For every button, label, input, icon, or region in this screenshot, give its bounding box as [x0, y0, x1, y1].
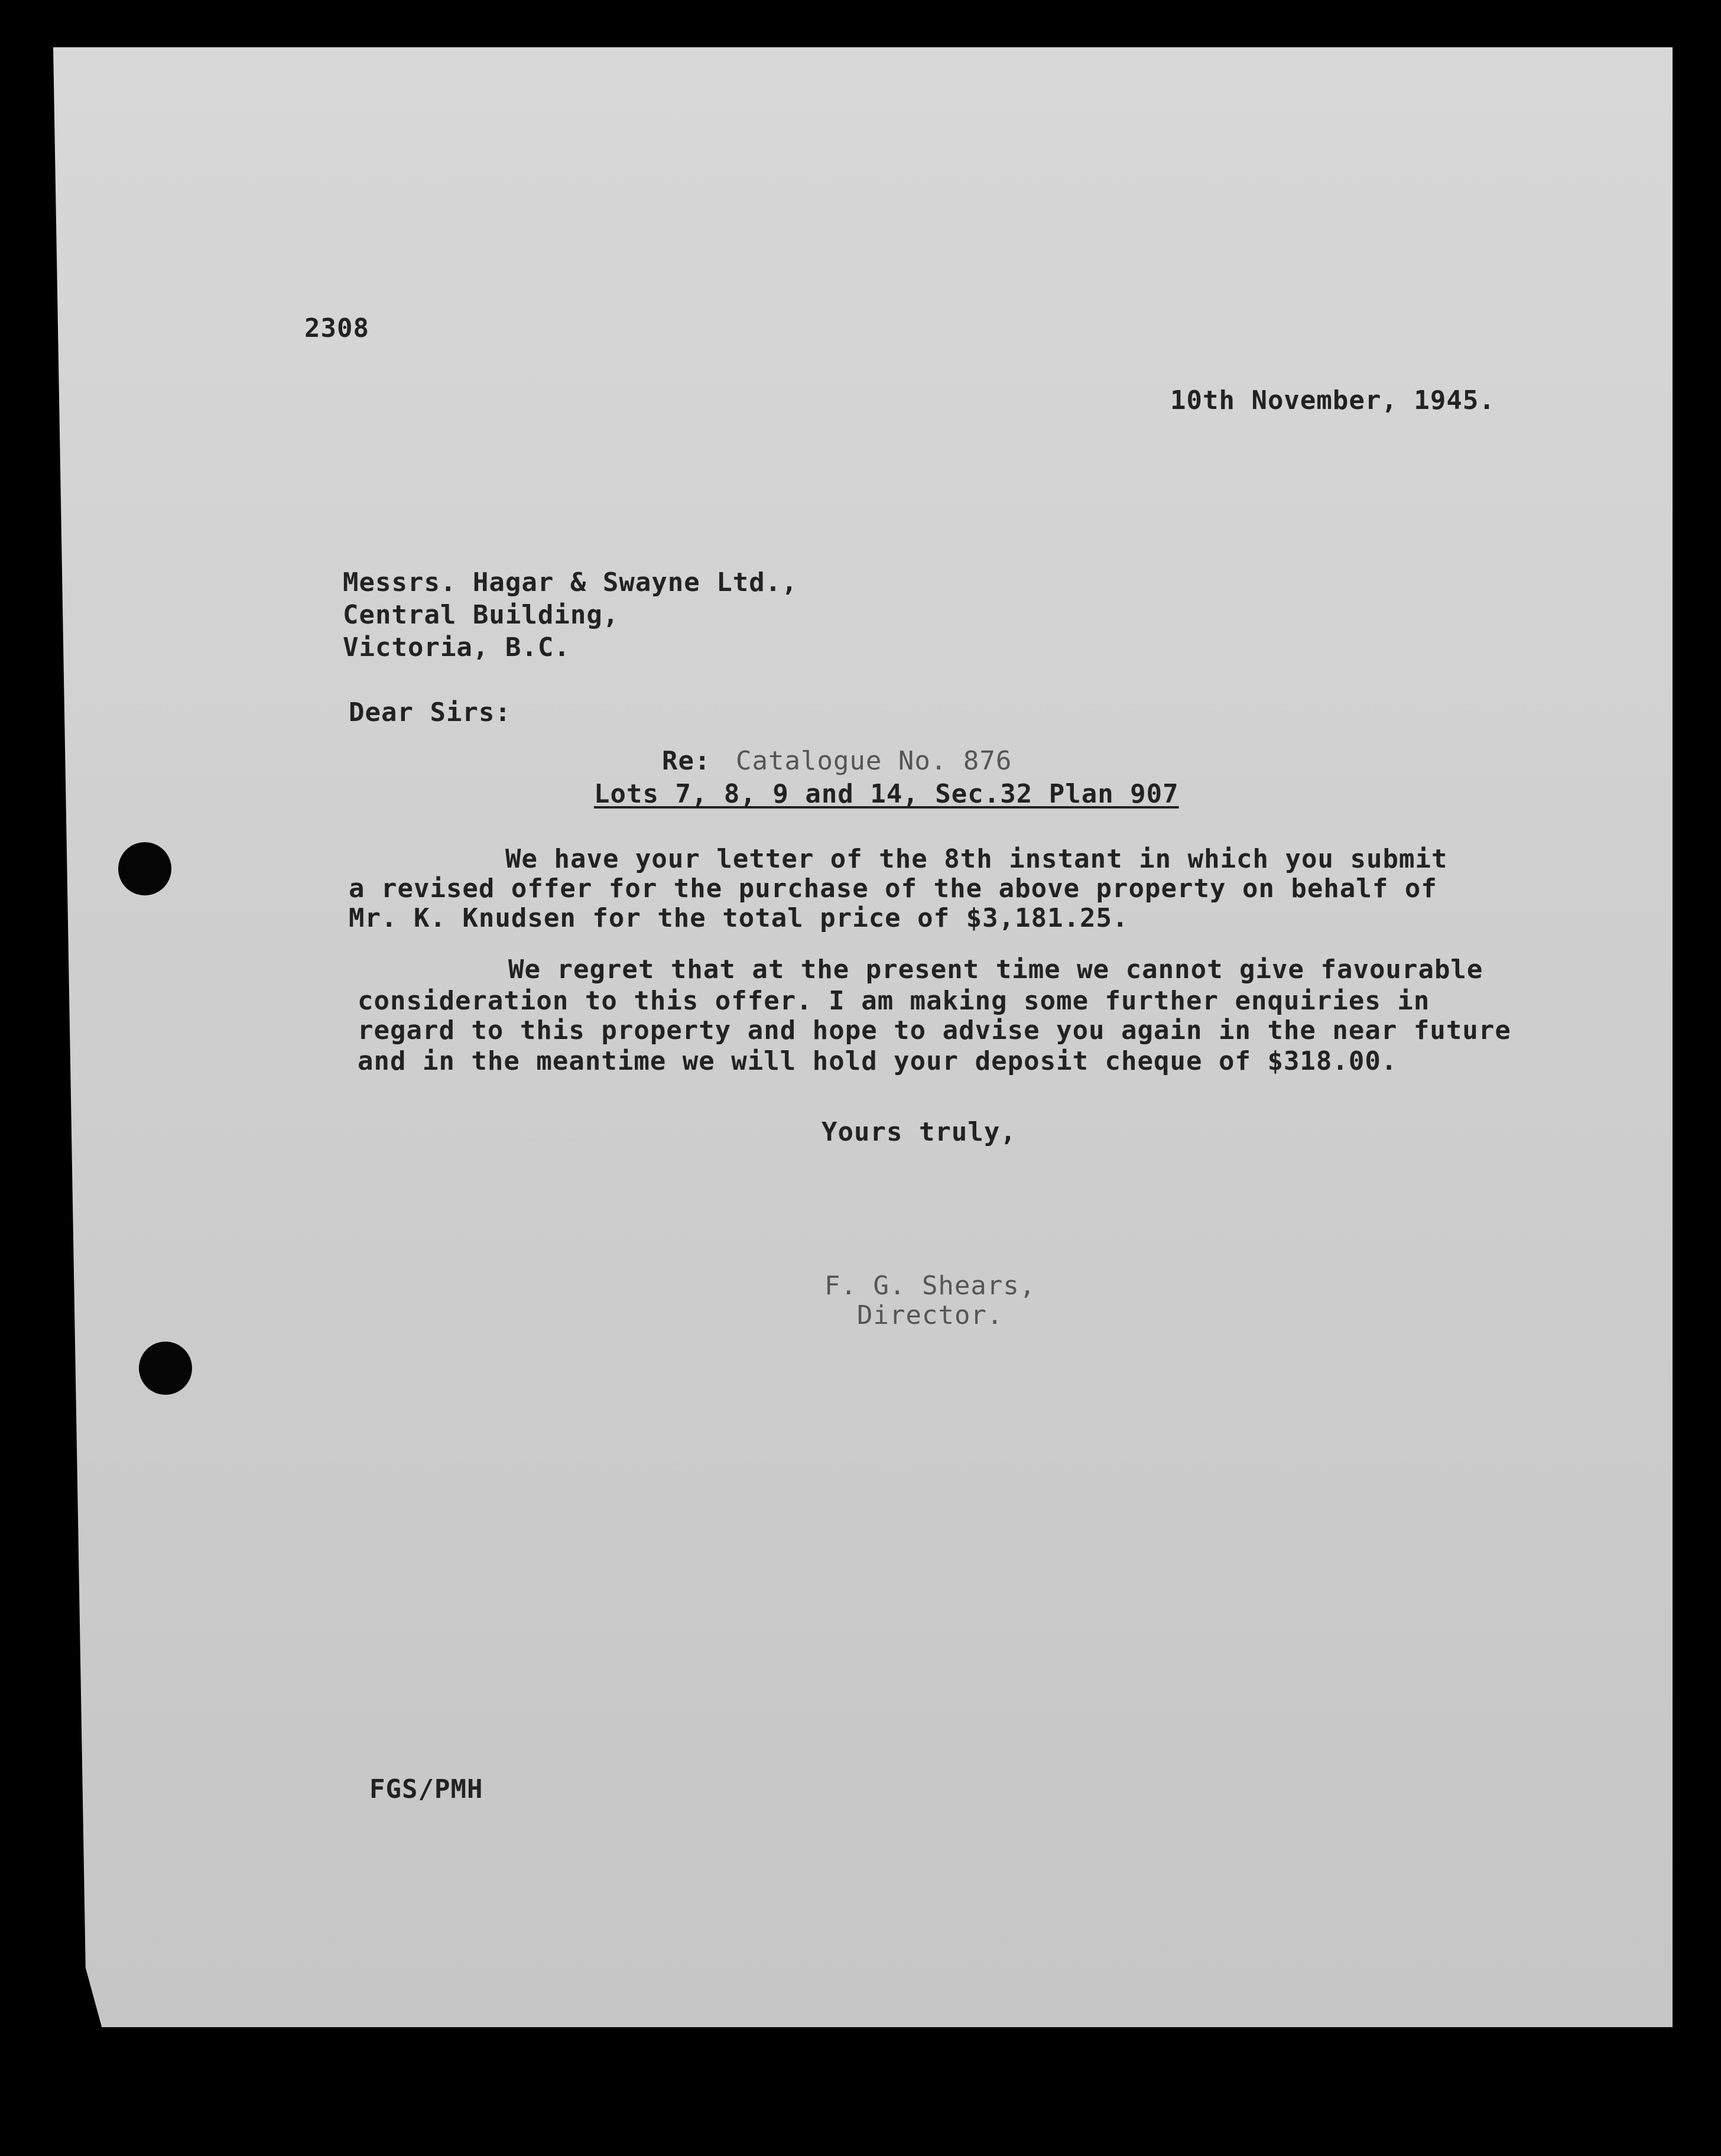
- signatory-name: F. G. Shears,: [824, 1271, 1036, 1301]
- closing: Yours truly,: [821, 1117, 1017, 1147]
- salutation: Dear Sirs:: [349, 697, 511, 728]
- body-p1-line-3: Mr. K. Knudsen for the total price of $3,181.25.: [349, 903, 1129, 933]
- body-p1-line-2: a revised offer for the purchase of the above property on behalf of: [349, 874, 1437, 904]
- punch-hole-bottom: [139, 1342, 192, 1395]
- body-p2-line-3: regard to this property and hope to advise you again in the near future: [358, 1015, 1511, 1045]
- addressee-line-2: Central Building,: [343, 600, 619, 630]
- reference-number: 2308: [304, 313, 369, 343]
- body-p2-line-2: consideration to this offer. I am making some further enquiries in: [358, 986, 1430, 1016]
- signatory-title: Director.: [857, 1300, 1004, 1330]
- punch-hole-top: [118, 842, 171, 895]
- body-p2-line-4: and in the meantime we will hold your deposit cheque of $318.00.: [358, 1046, 1398, 1076]
- addressee-line-1: Messrs. Hagar & Swayne Ltd.,: [343, 567, 798, 598]
- subject-re-label: Re:: [662, 746, 711, 776]
- letter-date: 10th November, 1945.: [1170, 385, 1495, 415]
- body-p1-line-1: We have your letter of the 8th instant in which you submit: [505, 844, 1448, 874]
- subject-catalogue: Catalogue No. 876: [736, 746, 1012, 776]
- typist-initials: FGS/PMH: [369, 1774, 483, 1804]
- body-p2-line-1: We regret that at the present time we cannot give favourable: [508, 954, 1483, 985]
- subject-lots: Lots 7, 8, 9 and 14, Sec.32 Plan 907: [594, 779, 1179, 809]
- addressee-line-3: Victoria, B.C.: [343, 632, 570, 663]
